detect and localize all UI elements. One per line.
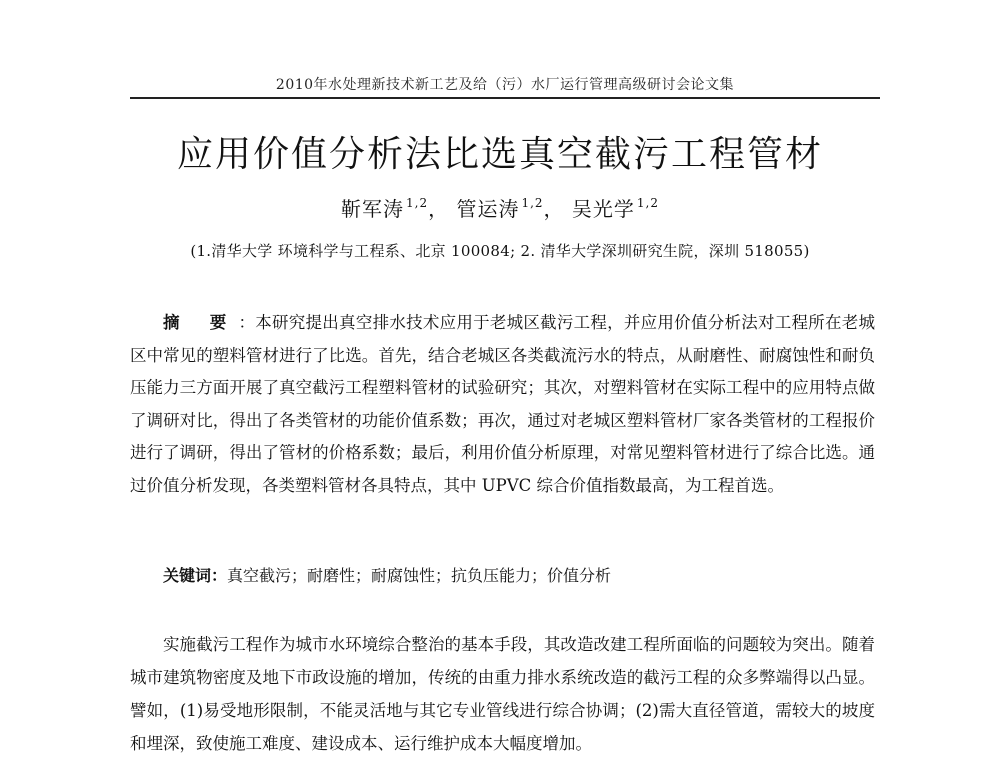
author-name: 管运涛 bbox=[456, 197, 520, 221]
author-affiliation-mark: 1,2 bbox=[406, 196, 429, 210]
keywords-text: 真空截污；耐磨性；耐腐蚀性；抗负压能力；价值分析 bbox=[227, 566, 612, 585]
paper-title: 应用价值分析法比选真空截污工程管材 bbox=[176, 134, 823, 175]
running-header: 2010年水处理新技术新工艺及给（污）水厂运行管理高级研讨会论文集 bbox=[275, 77, 735, 93]
header-rule bbox=[130, 97, 880, 99]
author-separator: ， bbox=[428, 197, 450, 221]
author-affiliation-mark: 1,2 bbox=[636, 196, 659, 210]
body-paragraph: 实施截污工程作为城市水环境综合整治的基本手段，其改造改建工程所面临的问题较为突出。随着城市建筑物密度及地下市政设施的增加，传统的由重力排水系统改造的截污工程的众多弊端得以凸显。譬如，(1)易受地形限制，不能灵活地与其它专业管线进行综合协调；(2)需大直径管道，需较大的坡度和埋深，致使施工难度、建设成本、运行维护成本大幅度增加。 bbox=[130, 635, 875, 753]
author-affiliation-mark: 1,2 bbox=[521, 196, 544, 210]
affiliation: (1.清华大学 环境科学与工程系、北京 100084; 2. 清华大学深圳研究生院，深圳 518055) bbox=[190, 242, 810, 260]
abstract-text: 本研究提出真空排水技术应用于老城区截污工程，并应用价值分析法对工程所在老城区中常见的塑料管材进行了比选。首先，结合老城区各类截流污水的特点，从耐磨性、耐腐蚀性和耐负压能力三方面开展了真空截污工程塑料管材的试验研究；其次，对塑料管材在实际工程中的应用特点做了调研对比，得出了各类管材的功能价值系数；再次，通过对老城区塑料管材厂家各类管材的工程报价进行了调研，得出了管材的价格系数；最后，利用价值分析原理，对常见塑料管材进行了综合比选。通过价值分析发现，各类塑料管材各具特点，其中 UPVC 综合价值指数最高，为工程首选。 bbox=[130, 313, 876, 495]
author-list bbox=[0, 193, 1000, 222]
author-name: 吴光学 bbox=[571, 197, 635, 221]
author-separator: ， bbox=[543, 197, 565, 221]
abstract-colon: ： bbox=[238, 313, 256, 332]
abstract bbox=[130, 307, 875, 502]
abstract-label: 摘 要 bbox=[163, 313, 239, 332]
author-name: 靳军涛 bbox=[341, 197, 404, 221]
keywords-label: 关键词： bbox=[163, 566, 228, 585]
keywords bbox=[163, 563, 875, 586]
